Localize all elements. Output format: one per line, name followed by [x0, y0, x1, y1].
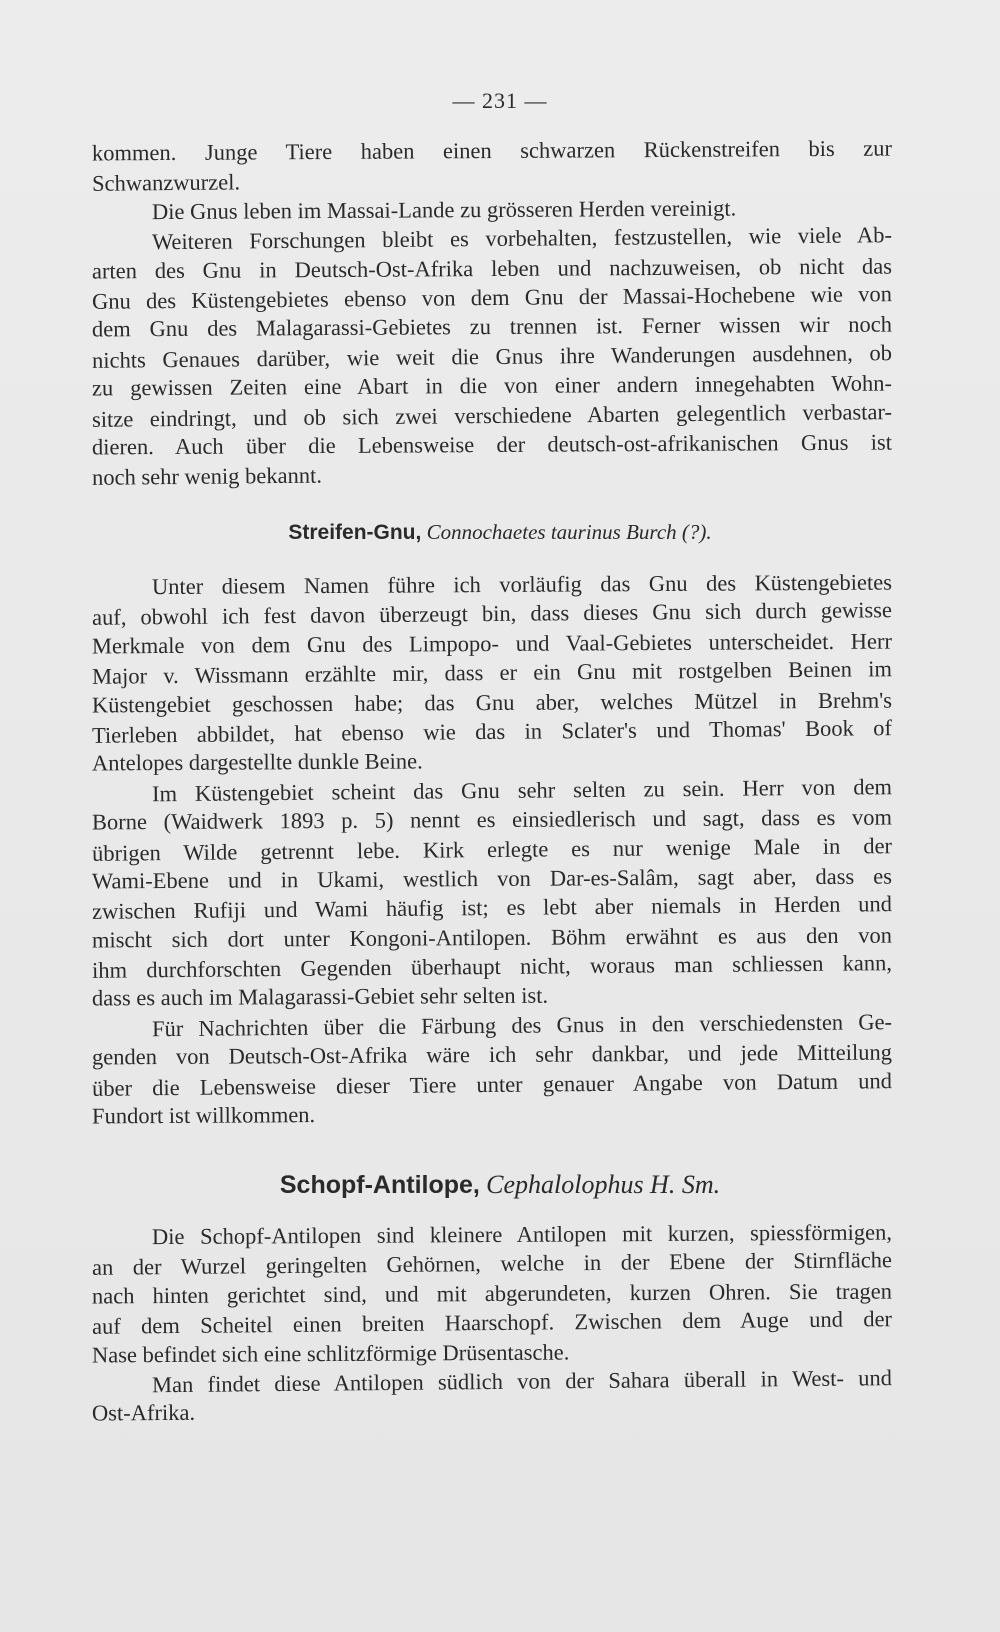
text-line: Man findet diese Antilopen südlich von der Sahara überall in West- und [151, 1365, 893, 1398]
text-line: Schwanzwurzel. [91, 169, 241, 197]
paragraph-gnu-continued [92, 136, 892, 489]
text-line: auf dem Scheitel einen breiten Haarschopf. Zwischen dem Auge und der [91, 1306, 893, 1340]
text-line: nach hinten gerichtet sind, und mit abgerundeten, kurzen Ohren. Sie tragen [91, 1278, 893, 1309]
text-line: noch sehr wenig bekannt. [91, 462, 323, 491]
text-line: dem Gnu des Malagarassi-Gebietes zu trennen ist. Ferner wissen wir noch [91, 311, 893, 342]
text-line: sitze eindringt, und ob sich zwei verschiedene Abarten gelegentlich verbastar- [91, 398, 893, 432]
text-line: Merkmale von dem Gnu des Limpopo- und Vaal-Gebietes unterscheidet. Herr [91, 628, 893, 659]
text-line: Fundort ist willkommen. [91, 1102, 316, 1129]
text-line: Nase befindet sich eine schlitzförmige Drüsentasche. [91, 1339, 570, 1368]
text-line: arten des Gnu in Deutsch-Ost-Afrika leben und nachzuweisen, ob nicht das [91, 253, 893, 284]
text-line: Im Küstengebiet scheint das Gnu sehr selten zu sein. Herr von dem [151, 773, 893, 806]
paragraph-streifen-gnu [92, 570, 892, 1128]
text-line: Antelopes dargestellte dunkle Beine. [91, 748, 423, 776]
text-line: an der Wurzel geringelten Gehörnen, welche in der Ebene der Stirnfläche [91, 1247, 893, 1281]
text-line: zu gewissen Zeiten eine Abart in die von einer andern innegehabten Wohn- [91, 370, 893, 401]
text-line: nichts Genaues darüber, wie weit die Gnus ihre Wanderungen ausdehnen, ob [91, 339, 893, 373]
heading-title: Streifen-Gnu, [288, 521, 422, 544]
text-line: Borne (Waidwerk 1893 p. 5) nennt es einsiedlerisch und sagt, dass es vom [91, 804, 893, 835]
text-line: über die Lebensweise dieser Tiere unter genauer Angabe von Datum und [91, 1067, 893, 1101]
text-line: Major v. Wissmann erzählte mir, dass er ein Gnu mit rostgelben Beinen im [91, 656, 893, 690]
text-line: auf, obwohl ich fest davon überzeugt bin, dass dieses Gnu sich durch gewisse [91, 597, 893, 631]
text-line: kommen. Junge Tiere haben einen schwarzen Rückenstreifen bis zur [91, 135, 893, 166]
text-line: Gnu des Küstengebietes ebenso von dem Gnu der Massai-Hochebene wie von [91, 281, 893, 314]
text-line: Unter diesem Namen führe ich vorläufig das Gnu des Küstengebietes [151, 569, 893, 600]
text-line: Küstengebiet geschossen habe; das Gnu aber, welches Mützel in Brehm's [91, 687, 893, 718]
text-line: Für Nachrichten über die Färbung des Gnus in den verschiedensten Ge- [151, 1009, 893, 1042]
text-line: Die Schopf-Antilopen sind kleinere Antilopen mit kurzen, spiessförmigen, [151, 1219, 893, 1250]
text-line: dass es auch im Malagarassi-Gebiet sehr selten ist. [91, 983, 549, 1011]
text-line: Tierleben abbildet, hat ebenso wie das in Sclater's und Thomas' Book of [91, 715, 893, 748]
text-line: Weiteren Forschungen bleibt es vorbehalten, festzustellen, wie viele Ab- [151, 222, 893, 255]
text-line: mischt sich dort unter Kongoni-Antilopen. Böhm erwähnt es aus den von [91, 922, 893, 953]
heading-species: Cephalolophus H. Sm. [486, 1170, 721, 1199]
text-line: dieren. Auch über die Lebensweise der deutsch-ost-afrikanischen Gnus ist [91, 429, 893, 460]
heading-title: Schopf-Antilope, [279, 1171, 480, 1199]
paragraph-schopf-antilope [92, 1220, 892, 1426]
text-line: zwischen Rufiji und Wami häufig ist; es lebt aber niemals in Herden und [91, 891, 893, 925]
text-line: genden von Deutsch-Ost-Afrika wäre ich sehr dankbar, und jede Mitteilung [91, 1039, 893, 1070]
text-line: ihm durchforschten Gegenden überhaupt nicht, woraus man schliessen kann, [91, 950, 893, 983]
heading-species: Connochaetes taurinus Burch (?). [426, 520, 712, 544]
section-heading-schopf-antilope [0, 1170, 1000, 1200]
text-line: Die Gnus leben im Massai-Lande zu grösseren Herden vereinigt. [151, 195, 737, 224]
page-number: — 231 — [452, 88, 548, 113]
text-line: übrigen Wilde getrennt lebe. Kirk erlegte es nur wenige Male in der [91, 832, 893, 866]
text-line: Wami-Ebene und in Ukami, westlich von Dar-es-Salâm, sagt aber, dass es [91, 863, 893, 894]
text-line: Ost-Afrika. [91, 1400, 196, 1426]
section-heading-streifen-gnu [0, 520, 1000, 545]
